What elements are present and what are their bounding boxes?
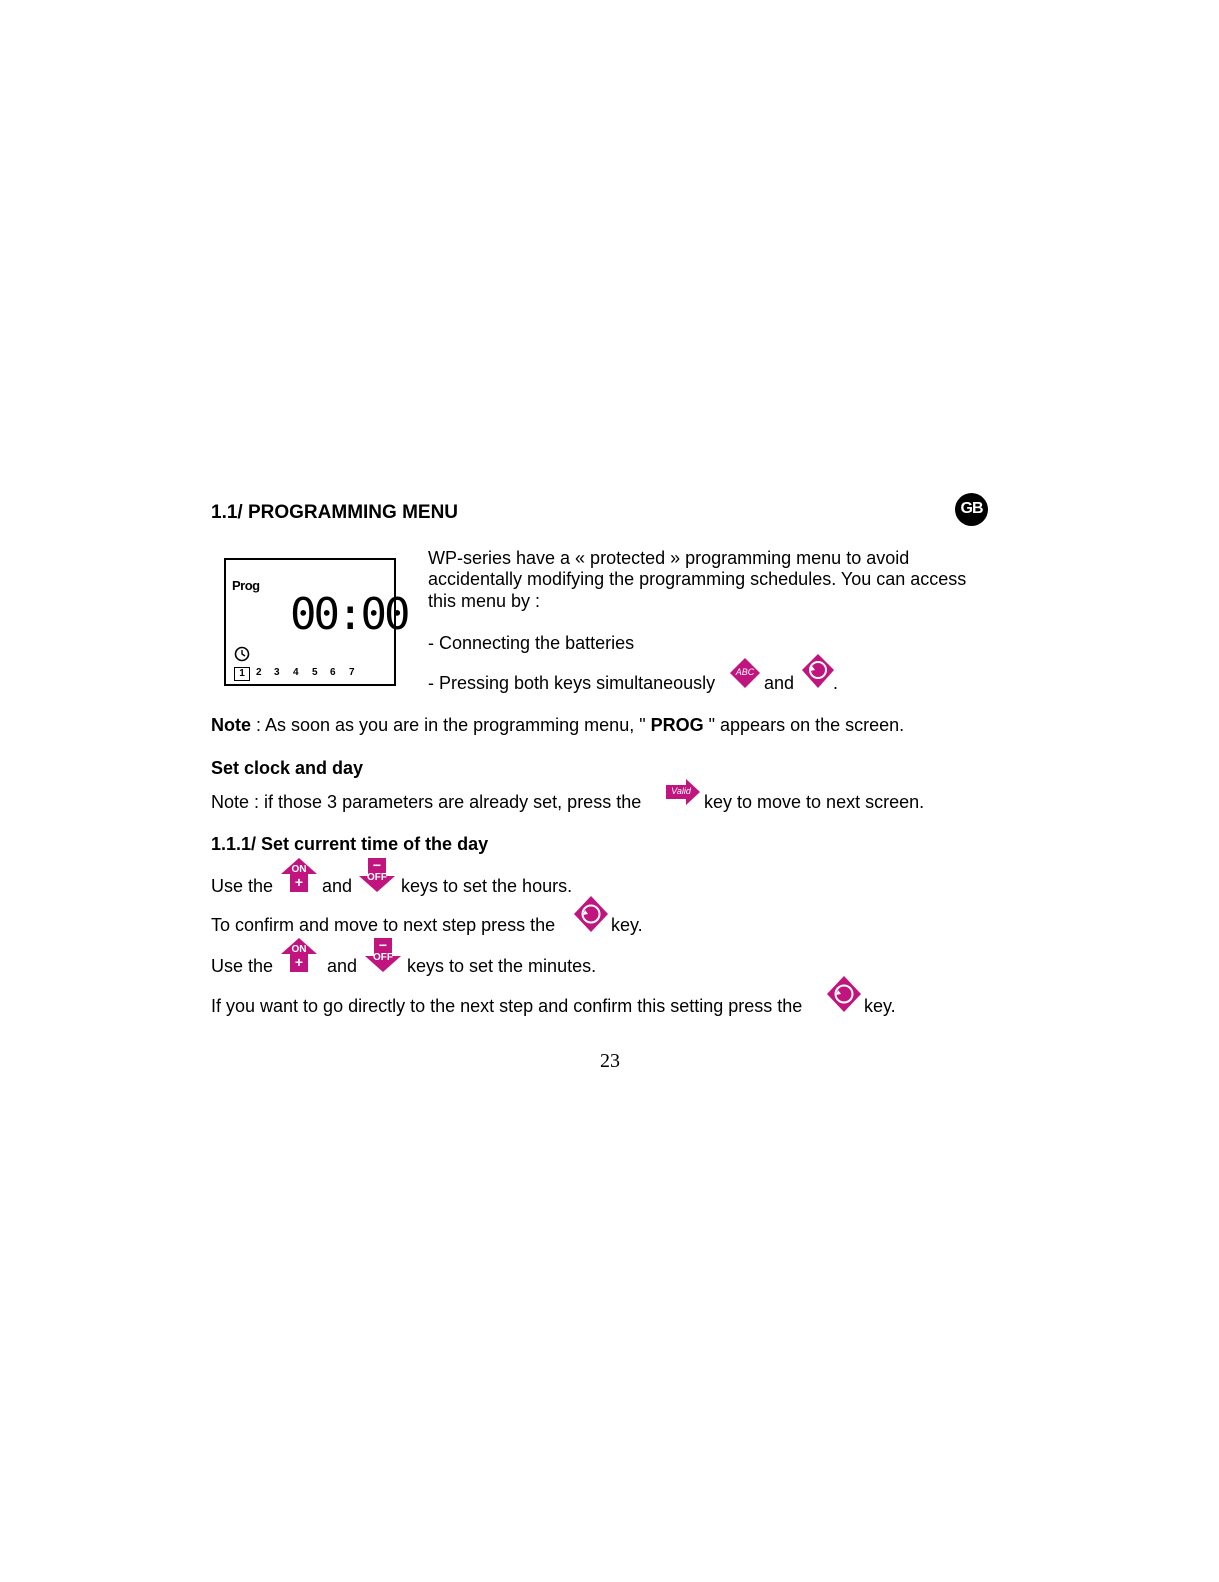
on-plus-key-icon (280, 857, 318, 893)
line1-pre: Use the (211, 876, 274, 896)
note-label: Note (211, 715, 251, 735)
intro-bullet-2-and: and (764, 673, 795, 693)
lcd-day-7: 7 (349, 667, 355, 678)
lcd-day-6: 6 (330, 667, 336, 678)
confirm-key-icon (800, 652, 836, 690)
note-prog-word: PROG (650, 715, 704, 735)
line1-and: and (322, 876, 353, 896)
page-number: 23 (600, 1050, 620, 1072)
lcd-prog-label: Prog (232, 578, 260, 593)
on-plus-key-icon (280, 937, 318, 973)
line4-pre: If you want to go directly to the next step and confirm this setting press the (211, 996, 803, 1016)
on-key-label: ON (291, 864, 307, 875)
intro-line-1: WP-series have a « protected » programming menu to avoid (428, 548, 910, 568)
line3-pre: Use the (211, 956, 274, 976)
note-line (211, 714, 904, 736)
intro-bullet-2-end: . (833, 673, 839, 693)
abc-key-icon (728, 656, 762, 690)
off-minus-key-icon (358, 857, 396, 893)
lcd-time: 00:00 (290, 589, 408, 640)
intro-bullet-2: - Pressing both keys simultaneously (428, 673, 716, 693)
on-key-label: ON (291, 944, 307, 955)
abc-key-label: ABC (735, 667, 755, 677)
lcd-day-4: 4 (293, 667, 299, 678)
line2-pre: To confirm and move to next step press the (211, 915, 556, 935)
off-key-label: OFF (373, 952, 393, 963)
off-minus-key-icon (364, 937, 402, 973)
intro-line-2: accidentally modifying the programming schedules. You can access (428, 569, 967, 589)
off-key-label: OFF (367, 872, 387, 883)
plus-sign: + (294, 874, 304, 890)
set-clock-heading: Set clock and day (211, 758, 364, 778)
minus-sign: − (378, 937, 388, 953)
gb-badge (955, 493, 988, 526)
note-text-post: " appears on the screen. (703, 715, 905, 735)
plus-sign: + (294, 954, 304, 970)
lcd-display (224, 558, 408, 686)
line3-and: and (327, 956, 358, 976)
section-title: 1.1/ PROGRAMMING MENU (211, 502, 459, 523)
line1-post: keys to set the hours. (401, 876, 573, 896)
note-text-pre: : As soon as you are in the programming menu, " (251, 715, 651, 735)
line2-post: key. (611, 915, 643, 935)
valid-key-icon (664, 777, 702, 807)
clock-icon (234, 646, 250, 667)
set-clock-note-pre: Note : if those 3 parameters are already set, press the (211, 792, 642, 812)
valid-key-label: Valid (671, 786, 691, 796)
lcd-day-5: 5 (312, 667, 318, 678)
lcd-day-selected: 1 (234, 667, 250, 681)
intro-line-3: this menu by : (428, 591, 541, 611)
set-clock-note-post: key to move to next screen. (704, 792, 925, 812)
lcd-day-3: 3 (274, 667, 280, 678)
line3-post: keys to set the minutes. (407, 956, 597, 976)
line4-post: key. (864, 996, 896, 1016)
intro-bullet-1: - Connecting the batteries (428, 633, 635, 653)
confirm-key-icon (572, 895, 610, 933)
minus-sign: − (372, 857, 382, 873)
confirm-key-icon (825, 975, 863, 1013)
subsection-heading: 1.1.1/ Set current time of the day (211, 834, 489, 854)
lcd-day-2: 2 (256, 667, 262, 678)
gb-badge-label: GB (960, 500, 983, 517)
